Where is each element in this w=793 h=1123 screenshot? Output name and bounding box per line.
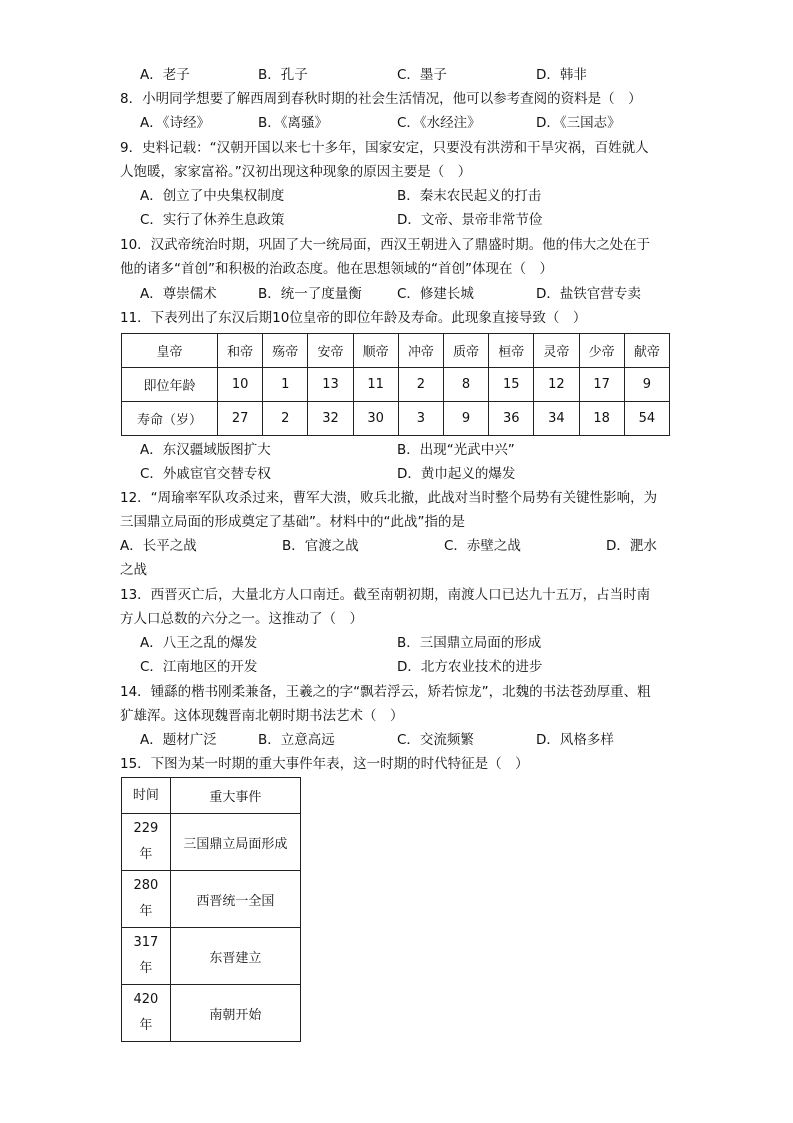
- year-unit: 年: [139, 961, 153, 976]
- table-cell: 15: [489, 368, 534, 402]
- table-header-cell: 质帝: [443, 334, 488, 368]
- year-value: 280: [133, 878, 159, 893]
- q14-option-d[interactable]: D．风格多样: [536, 732, 614, 748]
- year-cell: [122, 985, 171, 1042]
- table-cell: 11: [353, 368, 398, 402]
- q12-stem-line1: 12．“周瑜率军队攻杀过来，曹军大溃，败兵北撤，此战对当时整个局势有关键性影响，为: [120, 490, 658, 506]
- q12-option-a[interactable]: A．长平之战: [120, 538, 197, 554]
- table-cell: 8: [443, 368, 488, 402]
- event-cell: 东晋建立: [170, 928, 300, 985]
- event-cell: 三国鼎立局面形成: [170, 814, 300, 871]
- table-cell: 30: [353, 402, 398, 436]
- q13-option-a[interactable]: A．八王之乱的爆发: [140, 635, 258, 651]
- q12-option-c[interactable]: C．赤壁之战: [444, 538, 521, 554]
- year-unit: 年: [139, 904, 153, 919]
- q11-stem: 11．下表列出了东汉后期10位皇帝的即位年龄及寿命。此现象直接导致（ ）: [120, 310, 587, 326]
- table-cell: 54: [624, 402, 669, 436]
- year-unit: 年: [139, 847, 153, 862]
- q11-option-c[interactable]: C．外戚宦官交替专权: [140, 466, 271, 482]
- q14-stem-line1: 14．锺繇的楷书刚柔兼备，王羲之的字“飘若浮云，矫若惊龙”，北魏的书法苍劲厚重、粗: [120, 684, 651, 700]
- table-header-cell: 重大事件: [170, 778, 300, 814]
- q12-option-b[interactable]: B．官渡之战: [282, 538, 359, 554]
- table-cell: 9: [443, 402, 488, 436]
- table-header-cell: 顺帝: [353, 334, 398, 368]
- year-unit: 年: [139, 1018, 153, 1033]
- q10-option-d[interactable]: D．盐铁官营专卖: [536, 286, 641, 302]
- table-cell: 寿命（岁）: [122, 402, 218, 436]
- table-header-cell: 时间: [122, 778, 171, 814]
- q11-option-b[interactable]: B．出现“光武中兴”: [397, 442, 515, 458]
- event-cell: 西晋统一全国: [170, 871, 300, 928]
- table-header-cell: 献帝: [624, 334, 669, 368]
- table-cell: 2: [398, 368, 443, 402]
- table-cell: 9: [624, 368, 669, 402]
- q12-option-d-wrap: 之战: [120, 562, 147, 578]
- table-cell: 13: [308, 368, 353, 402]
- table-header-cell: 灵帝: [534, 334, 579, 368]
- q8-option-a[interactable]: A．《诗经》: [140, 115, 210, 131]
- table-cell: 36: [489, 402, 534, 436]
- q10-stem-line1: 10．汉武帝统治时期，巩固了大一统局面，西汉王朝进入了鼎盛时期。他的伟大之处在于: [120, 237, 651, 253]
- table-cell: 12: [534, 368, 579, 402]
- q14-option-a[interactable]: A．题材广泛: [140, 732, 217, 748]
- table-header-cell: 少帝: [579, 334, 624, 368]
- q13-option-c[interactable]: C．江南地区的开发: [140, 659, 258, 675]
- table-cell: 27: [218, 402, 263, 436]
- q10-option-c[interactable]: C．修建长城: [397, 286, 474, 302]
- q14-option-c[interactable]: C．交流频繁: [397, 732, 474, 748]
- table-row: [122, 814, 301, 871]
- q10-option-b[interactable]: B．统一了度量衡: [258, 286, 362, 302]
- table-row: [122, 871, 301, 928]
- emperor-table: [121, 333, 670, 436]
- q12-option-d[interactable]: D．淝水: [606, 538, 657, 554]
- q9-option-d[interactable]: D．文帝、景帝非常节俭: [397, 212, 543, 228]
- year-value: 317: [133, 935, 159, 950]
- year-cell: [122, 871, 171, 928]
- table-header-cell: 桓帝: [489, 334, 534, 368]
- q14-option-b[interactable]: B．立意高远: [258, 732, 335, 748]
- table-cell: 1: [263, 368, 308, 402]
- q9-option-b[interactable]: B．秦末农民起义的打击: [397, 188, 542, 204]
- table-header-cell: 皇帝: [122, 334, 218, 368]
- table-header-cell: 冲帝: [398, 334, 443, 368]
- table-cell: 18: [579, 402, 624, 436]
- table-cell: 2: [263, 402, 308, 436]
- table-header-cell: 安帝: [308, 334, 353, 368]
- q12-stem-line2: 三国鼎立局面的形成奠定了基础”。材料中的“此战”指的是: [120, 514, 465, 530]
- q7-option-d[interactable]: D．韩非: [536, 67, 587, 83]
- event-cell: 南朝开始: [170, 985, 300, 1042]
- table-header-cell: 殇帝: [263, 334, 308, 368]
- table-header-cell: 和帝: [218, 334, 263, 368]
- table-row: [122, 985, 301, 1042]
- q14-stem-line2: 犷雄浑。这体现魏晋南北朝时期书法艺术（ ）: [120, 708, 404, 724]
- q7-option-b[interactable]: B．孔子: [258, 67, 308, 83]
- table-row: [122, 928, 301, 985]
- q11-option-a[interactable]: A．东汉疆域版图扩大: [140, 442, 271, 458]
- year-value: 229: [133, 821, 159, 836]
- table-cell: 3: [398, 402, 443, 436]
- table-cell: 10: [218, 368, 263, 402]
- q13-option-d[interactable]: D．北方农业技术的进步: [397, 659, 543, 675]
- q10-stem-line2: 他的诸多“首创”和积极的治政态度。他在思想领域的“首创”体现在（ ）: [120, 261, 553, 277]
- q7-option-a[interactable]: A．老子: [140, 67, 190, 83]
- q7-option-c[interactable]: C．墨子: [397, 67, 447, 83]
- table-row: [122, 368, 670, 402]
- table-row: [122, 334, 670, 368]
- event-timeline-table: [121, 777, 301, 1042]
- table-row: [122, 778, 301, 814]
- q8-option-b[interactable]: B．《离骚》: [258, 115, 329, 131]
- q13-option-b[interactable]: B．三国鼎立局面的形成: [397, 635, 542, 651]
- q8-stem: 8．小明同学想要了解西周到春秋时期的社会生活情况，他可以参考查阅的资料是（ ）: [120, 91, 642, 107]
- table-row: [122, 402, 670, 436]
- q8-option-c[interactable]: C．《水经注》: [397, 115, 481, 131]
- q11-option-d[interactable]: D．黄巾起义的爆发: [397, 466, 516, 482]
- q9-stem-line2: 人饱暖，家家富裕。”汉初出现这种现象的原因主要是（ ）: [120, 164, 472, 180]
- q13-stem-line2: 方人口总数的六分之一。这推动了（ ）: [120, 611, 363, 627]
- q9-option-c[interactable]: C．实行了休养生息政策: [140, 212, 285, 228]
- table-cell: 32: [308, 402, 353, 436]
- year-cell: [122, 814, 171, 871]
- table-cell: 34: [534, 402, 579, 436]
- year-value: 420: [133, 992, 159, 1007]
- table-cell: 17: [579, 368, 624, 402]
- q10-option-a[interactable]: A．尊崇儒术: [140, 286, 217, 302]
- q9-option-a[interactable]: A．创立了中央集权制度: [140, 188, 285, 204]
- year-cell: [122, 928, 171, 985]
- q9-stem-line1: 9．史料记载：“汉朝开国以来七十多年，国家安定，只要没有洪涝和干旱灾祸，百姓就人: [120, 140, 649, 156]
- q15-stem: 15．下图为某一时期的重大事件年表，这一时期的时代特征是（ ）: [120, 756, 529, 772]
- q13-stem-line1: 13．西晋灭亡后，大量北方人口南迁。截至南朝初期，南渡人口已达九十五万，占当时南: [120, 587, 651, 603]
- table-cell: 即位年龄: [122, 368, 218, 402]
- q8-option-d[interactable]: D．《三国志》: [536, 115, 621, 131]
